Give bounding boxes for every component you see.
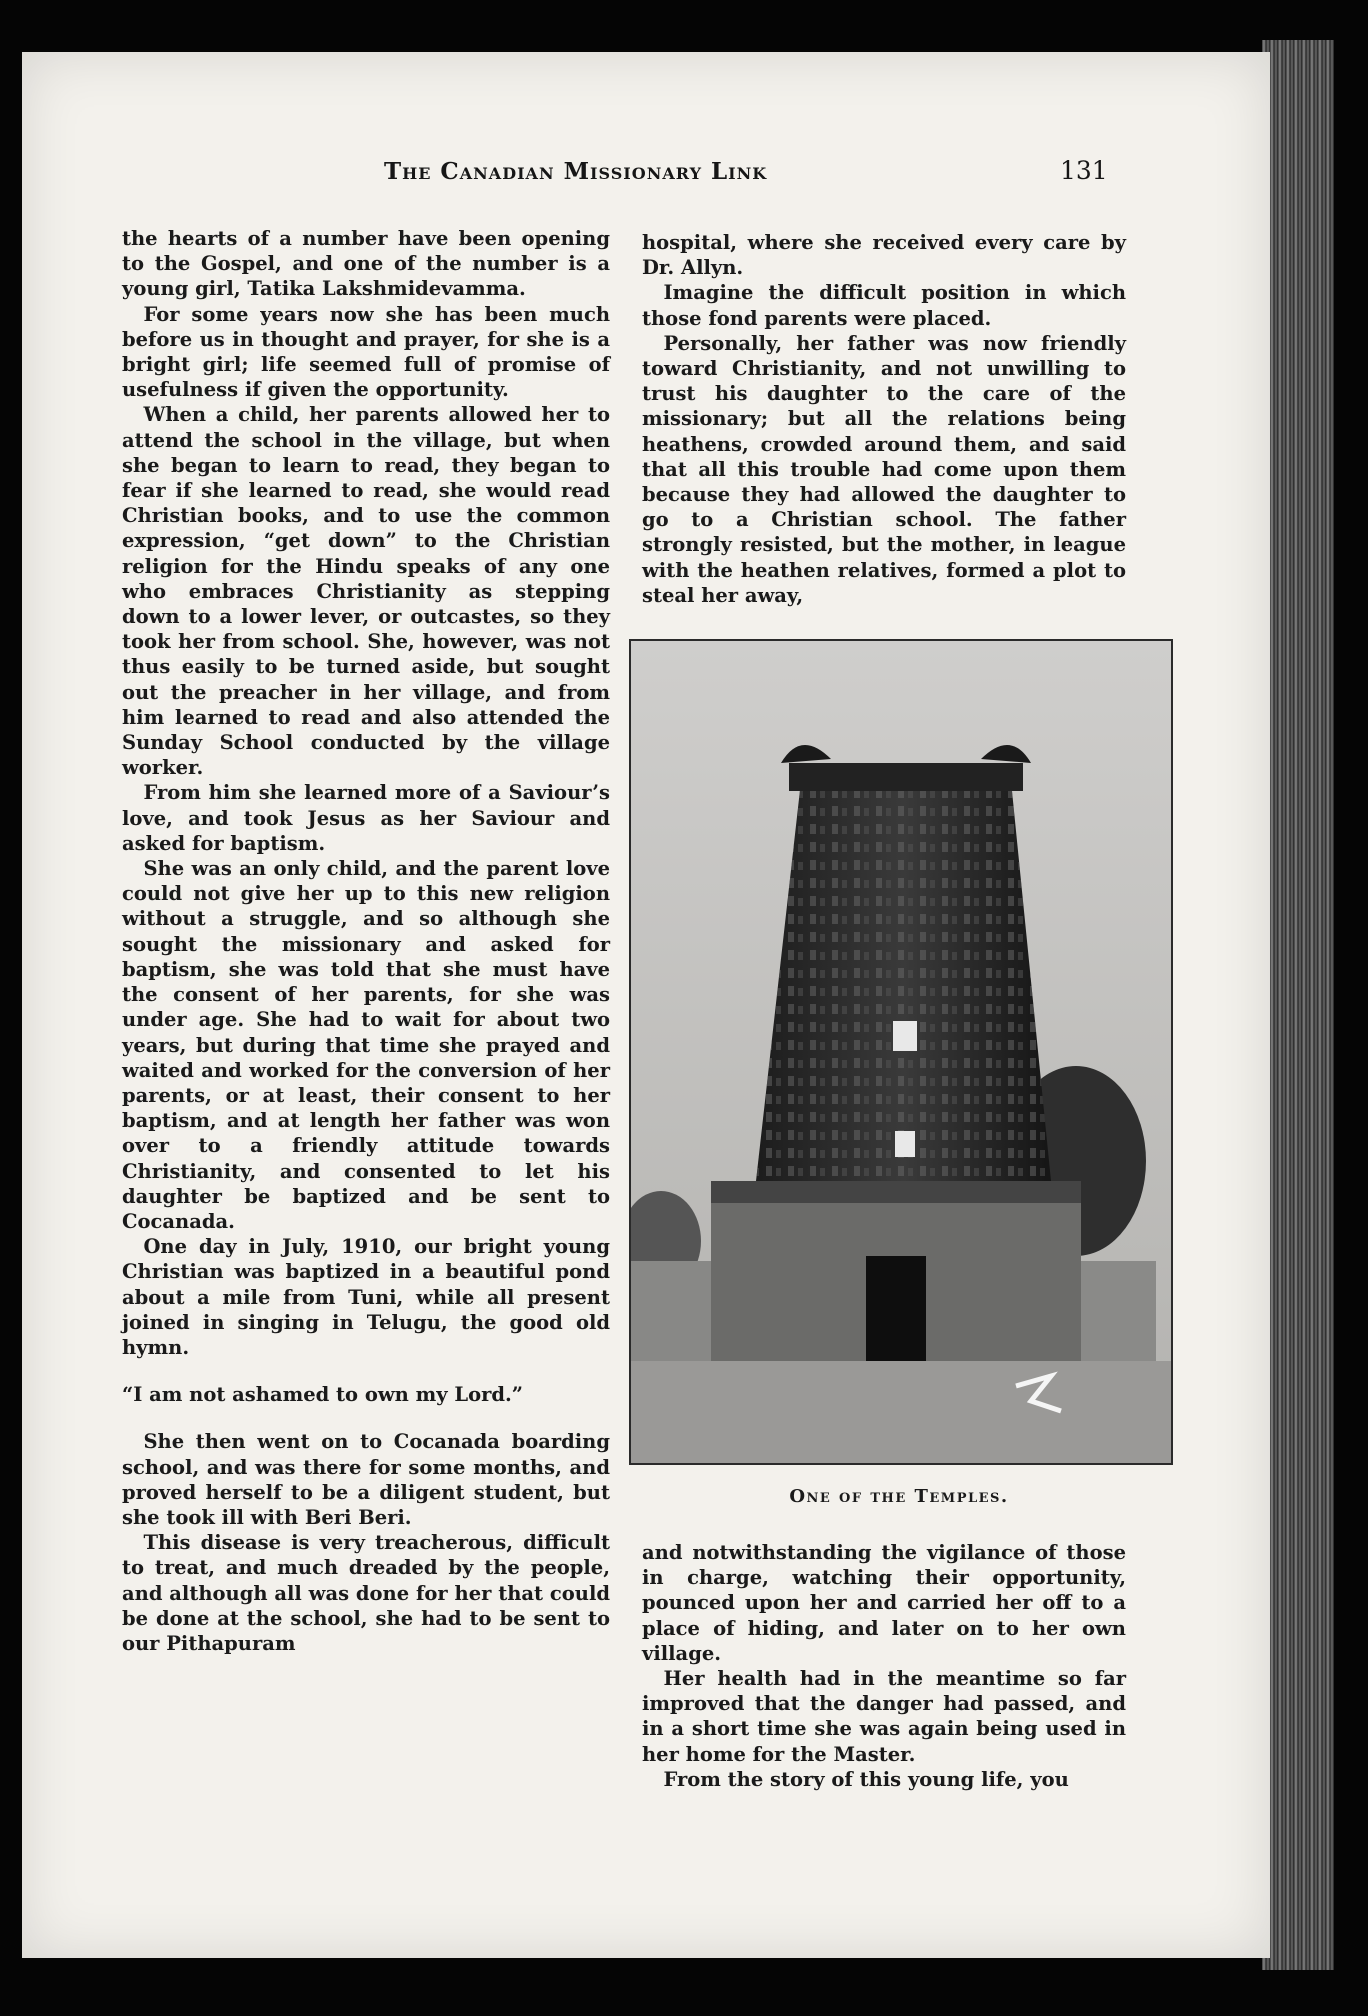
running-title: The Canadian Missionary Link xyxy=(384,158,768,185)
paragraph: hospital, where she received every care by Dr. Allyn. xyxy=(642,231,1126,280)
paragraph: This disease is very treacherous, difficult to treat, and much dreaded by the people, and although all was done for her that could be done at the school, she had to be sent to our Pithapuram xyxy=(122,1531,610,1655)
paragraph: When a child, her parents allowed her to attend the school in the village, but when she began to learn to read, they began to fear if she learned to read, she would read Christian books, and to use the common expression, “get down” to the Christian religion for the Hindu speaks of any one who embraces Christianity as stepping down to a lower lever, or outcastes, so they took her from school. She, however, was not thus easily to be turned aside, but sought out the preacher in her village, and from him learned to read and also attended the Sunday School conducted by the village worker. xyxy=(122,403,610,780)
temple-illustration xyxy=(631,641,1171,1463)
paragraph: For some years now she has been much before us in thought and prayer, for she is a bright girl; life seemed full of promise of usefulness if given the opportunity. xyxy=(122,302,610,402)
book-page-edges xyxy=(1262,40,1334,1970)
paragraph: She was an only child, and the parent love could not give her up to this new religion without a struggle, and so although she sought the missionary and asked for baptism, she was told that she must have the consent of her parents, for she was under age. She had to wait for about two years, but during that time she prayed and waited and worked for the conversion of her parents, or at least, their consent to her baptism, and at length her father was won over to a friendly attitude towards Christianity, and consented to let his daughter be baptized and be sent to Cocanada. xyxy=(122,857,610,1233)
figure-caption: One of the Temples. xyxy=(789,1486,1009,1507)
left-column xyxy=(122,226,610,1656)
temple-photograph xyxy=(629,639,1173,1465)
paragraph: Personally, her father was now friendly toward Christianity, and not unwilling to trust his daughter to the care of the missionary; but all the relations being heathens, crowded around them, and said that all this trouble had come upon them because they had allowed the daughter to go to a Christian school. The father strongly resisted, but the mother, in league with the heathen relatives, formed a plot to steal her away, xyxy=(642,331,1126,607)
paragraph: She then went on to Cocanada boarding school, and was there for some months, and proved herself to be a diligent student, but she took ill with Beri Beri. xyxy=(122,1430,610,1529)
hymn-quote: “I am not ashamed to own my Lord.” xyxy=(122,1383,523,1407)
paragraph: Imagine the difficult position in which those fond parents were placed. xyxy=(642,281,1126,330)
paragraph: and notwithstanding the vigilance of those in charge, watching their opportunity, pounced upon her and carried her off to a place of hiding, and later on to her own village. xyxy=(642,1541,1126,1665)
right-column-top xyxy=(642,230,1126,608)
right-column-bottom xyxy=(642,1540,1126,1792)
paragraph: From him she learned more of a Saviour’s love, and took Jesus as her Saviour and asked for baptism. xyxy=(122,781,610,855)
paragraph: the hearts of a number have been opening to the Gospel, and one of the number is a young girl, Tatika Lakshmidevamma. xyxy=(122,227,610,301)
paragraph: From the story of this young life, you xyxy=(663,1767,1069,1791)
paragraph: Her health had in the meantime so far improved that the danger had passed, and in a short time she was again being used in her home for the Master. xyxy=(642,1667,1126,1766)
page-number: 131 xyxy=(1060,156,1108,185)
paragraph: One day in July, 1910, our bright young Christian was baptized in a beautiful pond about a mile from Tuni, while all present joined in singing in Telugu, the good old hymn. xyxy=(122,1235,610,1359)
